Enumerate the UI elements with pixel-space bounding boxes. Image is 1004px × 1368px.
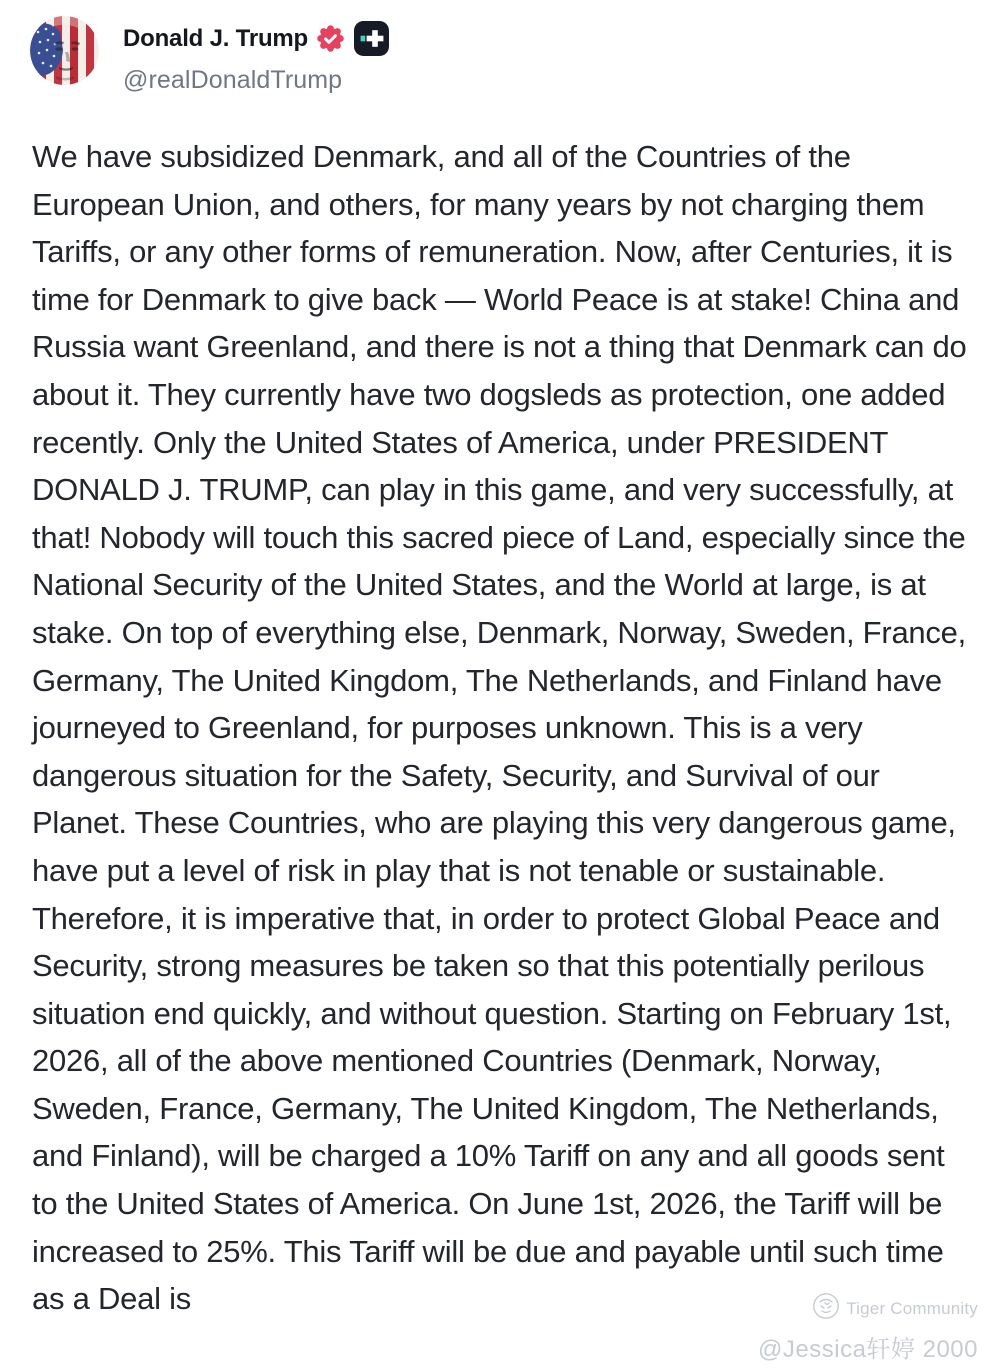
truth-social-badge-icon	[353, 20, 390, 57]
watermark-community-label: Tiger Community	[846, 1298, 978, 1318]
avatar[interactable]	[30, 16, 99, 85]
author-name-row	[123, 20, 390, 57]
author-display-name[interactable]: Donald J. Trump	[123, 24, 309, 52]
author-handle[interactable]: @realDonaldTrump	[123, 66, 343, 94]
post-header	[30, 16, 390, 95]
author-block	[123, 16, 390, 95]
verified-badge-icon	[317, 25, 344, 52]
post-body-text: We have subsidized Denmark, and all of the Countries of the European Union, and others, for many years by not charging them Tariffs, or any other forms of remuneration. Now, after Centuries, it is time for Denmark to give back — World Peace is at stake! China and Russia want Greenland, and there is not a thing that Denmark can do about it. They currently have two dogsleds as protection, one added recently. Only the United States of America, under PRESIDENT DONALD J. TRUMP, can play in this game, and very successfully, at that! Nobody will touch this sacred piece of Land, especially since the National Security of the United States, and the World at large, is at stake. On top of everything else, Denmark, Norway, Sweden, France, Germany, The United Kingdom, The Netherlands, and Finland have journeyed to Greenland, for purposes unknown. This is a very dangerous situation for the Safety, Security, and Survival of our Planet. These Countries, who are playing this very dangerous game, have put a level of risk in play that is not tenable or sustainable. Therefore, it is imperative that, in order to protect Global Peace and Security, strong measures be taken so that this potentially perilous situation end quickly, and without question. Starting on February 1st, 2026, all of the above mentioned Countries (Denmark, Norway, Sweden, France, Germany, The United Kingdom, The Netherlands, and Finland), will be charged a 10% Tariff on any and all goods sent to the United States of America. On June 1st, 2026, the Tariff will be increased to 25%. This Tariff will be due and payable until such time as a Deal is	[32, 139, 975, 1317]
watermark-username: @Jessica轩婷 2000	[758, 1336, 978, 1363]
avatar-flag-face-image	[30, 16, 99, 85]
